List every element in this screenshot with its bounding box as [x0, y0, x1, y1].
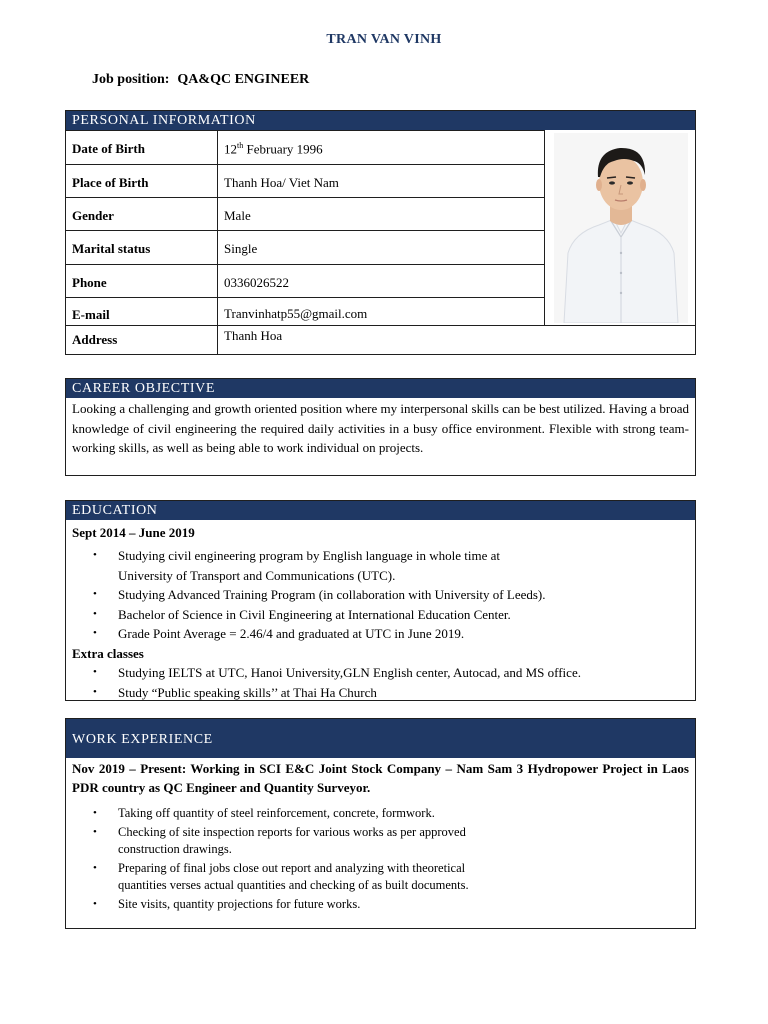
bullet-icon: •	[93, 607, 97, 620]
gender-value: Male	[224, 208, 251, 223]
list-item-text: Studying civil engineering program by English language in whole time at	[118, 548, 500, 563]
career-objective-header: CAREER OBJECTIVE	[66, 379, 695, 398]
personal-row-marital	[66, 230, 545, 264]
email-label: E-mail	[72, 307, 110, 322]
marital-value: Single	[224, 241, 258, 256]
profile-photo	[554, 133, 688, 323]
job-position-value: QA&QC ENGINEER	[177, 72, 310, 87]
dob-day: 12	[224, 141, 237, 157]
personal-information-section	[65, 110, 696, 355]
phone-label: Phone	[72, 275, 107, 290]
list-item-text: Site visits, quantity projections for future works.	[118, 896, 361, 911]
address-value: Thanh Hoa	[224, 328, 283, 343]
list-item-text: Bachelor of Science in Civil Engineering at International Education Center.	[118, 606, 511, 622]
bullet-icon: •	[93, 665, 97, 678]
list-item-text: Studying IELTS at UTC, Hanoi University,GLN English center, Autocad, and MS office.	[118, 664, 581, 680]
pob-label: Place of Birth	[72, 175, 149, 190]
bullet-icon: •	[93, 627, 97, 640]
personal-row-pob	[66, 164, 545, 197]
list-item-text: Checking of site inspection reports for various works as per approved	[118, 824, 466, 839]
list-item-text: construction drawings.	[118, 842, 232, 856]
bullet-icon: •	[93, 807, 97, 819]
list-item	[72, 896, 689, 914]
bullet-icon: •	[93, 825, 97, 838]
personal-row-gender	[66, 197, 545, 230]
personal-row-email	[66, 297, 545, 325]
list-item-text: quantities verses actual quantities and checking of as built documents.	[118, 878, 469, 892]
list-item-text: University of Transport and Communications (UTC).	[118, 567, 396, 583]
list-item	[72, 546, 689, 585]
personal-row-dob	[66, 130, 545, 164]
address-label: Address	[72, 332, 118, 347]
extra-classes-list	[72, 663, 689, 702]
work-position-heading: Nov 2019 – Present: Working in SCI E&C Joint Stock Company – Nam Sam 3 Hydropower Project in Laos PDR country as QC Engineer and Quantity Surveyor.	[72, 761, 689, 795]
list-item-text: Study “Public speaking skills’’ at Thai Ha Church	[118, 684, 377, 700]
education-period: Sept 2014 – June 2019	[72, 525, 195, 540]
dob-value	[224, 141, 323, 157]
list-item	[72, 824, 689, 859]
work-experience-body	[66, 758, 695, 913]
list-item	[72, 663, 689, 683]
work-duties-list	[72, 805, 689, 913]
bullet-icon: •	[93, 588, 97, 601]
gender-label: Gender	[72, 208, 114, 223]
dob-day-suffix: th	[237, 141, 244, 150]
dob-label: Date of Birth	[72, 141, 145, 156]
career-objective-section	[65, 378, 696, 476]
education-section	[65, 500, 696, 701]
job-position-label: Job position:	[92, 72, 170, 87]
list-item	[72, 605, 689, 625]
education-header: EDUCATION	[66, 501, 695, 520]
list-item-text: Studying Advanced Training Program (in collaboration with University of Leeds).	[118, 587, 546, 603]
phone-value: 0336026522	[224, 275, 289, 290]
list-item-text: Taking off quantity of steel reinforcement, concrete, formwork.	[118, 806, 435, 820]
list-item-text: Preparing of final jobs close out report and analyzing with theoretical	[118, 860, 466, 875]
education-body	[66, 520, 695, 702]
dob-month-year: February 1996	[243, 141, 323, 157]
bullet-icon: •	[93, 549, 97, 561]
work-experience-section	[65, 718, 696, 929]
job-position	[92, 72, 309, 88]
list-item	[72, 585, 689, 605]
candidate-name: TRAN VAN VINH	[326, 32, 442, 47]
list-item	[72, 805, 689, 823]
profile-photo-icon	[554, 133, 688, 323]
personal-row-address	[66, 325, 695, 353]
list-item	[72, 624, 689, 644]
marital-label: Marital status	[72, 241, 151, 256]
personal-information-header: PERSONAL INFORMATION	[66, 111, 695, 130]
work-experience-header: WORK EXPERIENCE	[66, 719, 695, 758]
bullet-icon: •	[93, 861, 97, 874]
pob-value: Thanh Hoa/ Viet Nam	[224, 175, 339, 190]
career-objective-text: Looking a challenging and growth oriented position where my interpersonal skills can be best utilized. Having a broad knowledge of civil engineering the required daily activities in a busy office environment. Flexible with strong team-working skills, as well as being able to work individual on projects.	[72, 401, 689, 455]
list-item	[72, 683, 689, 703]
list-item-text: Grade Point Average = 2.46/4 and graduated at UTC in June 2019.	[118, 626, 465, 642]
list-item	[72, 860, 689, 895]
education-list	[72, 546, 689, 644]
personal-row-phone	[66, 264, 545, 297]
bullet-icon: •	[93, 897, 97, 910]
email-value[interactable]: Tranvinhatp55@gmail.com	[224, 306, 368, 321]
extra-classes-heading: Extra classes	[72, 645, 144, 661]
bullet-icon: •	[93, 685, 97, 698]
